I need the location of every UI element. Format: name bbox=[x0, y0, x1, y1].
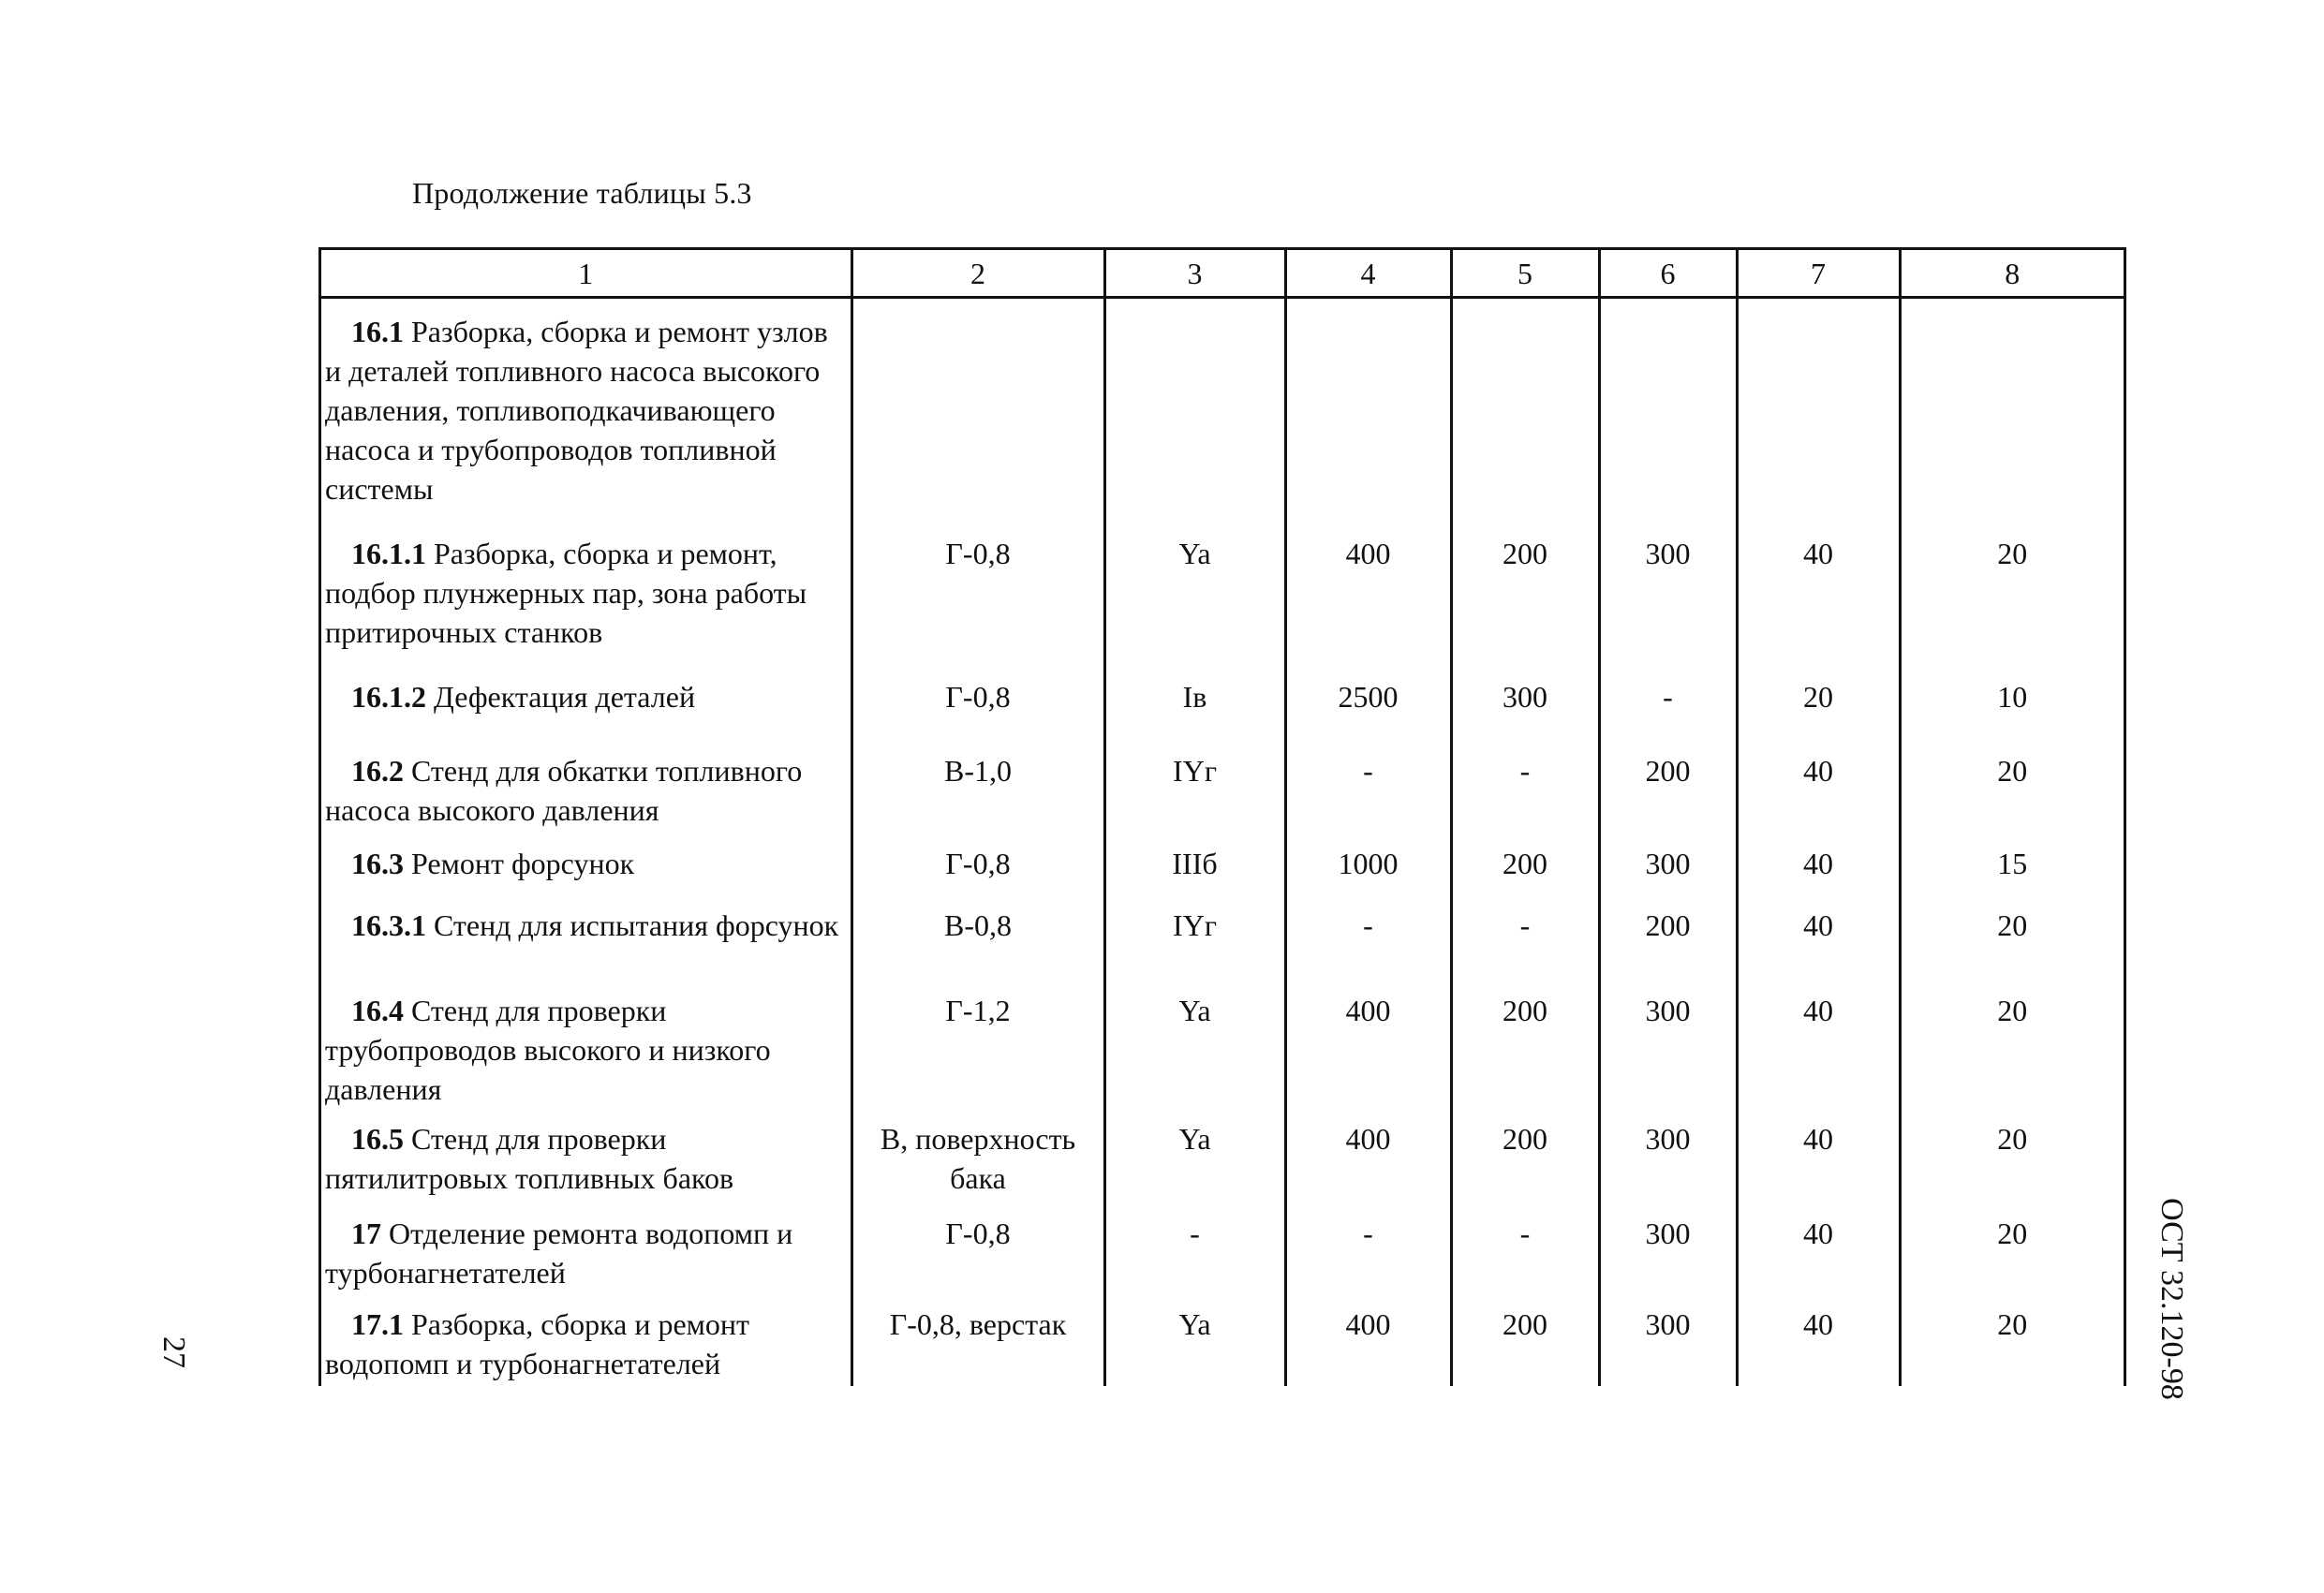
cell-col-2 bbox=[851, 734, 1104, 833]
cell-col-6 bbox=[1599, 1208, 1737, 1295]
row-name bbox=[325, 312, 845, 509]
cell-col-7 bbox=[1737, 658, 1900, 734]
row-number: 17 bbox=[351, 1216, 381, 1250]
row-name-cell bbox=[321, 297, 851, 515]
table-row bbox=[321, 1114, 2124, 1208]
row-number: 16.1.2 bbox=[351, 679, 426, 714]
cell-col-7 bbox=[1737, 896, 1900, 981]
cell-col-3 bbox=[1104, 1114, 1285, 1208]
column-header-6: 6 bbox=[1599, 250, 1737, 297]
row-description: Разборка, сборка и ремонт узлов и деталей топливного насоса высокого давления, топливоподкачивающего насоса и трубопроводов топливной системы bbox=[325, 314, 828, 506]
row-description: Дефектация деталей bbox=[434, 679, 696, 714]
cell-col-2 bbox=[851, 1295, 1104, 1386]
cell-col-5 bbox=[1451, 896, 1599, 981]
cell-value: 20 bbox=[1997, 994, 2028, 1028]
row-name bbox=[325, 751, 845, 830]
row-description: Стенд для проверки трубопроводов высокого и низкого давления bbox=[325, 994, 771, 1107]
cell-value: 40 bbox=[1803, 908, 1833, 943]
cell-value: - bbox=[1363, 753, 1373, 788]
row-number: 16.4 bbox=[351, 994, 404, 1028]
cell-col-2 bbox=[851, 896, 1104, 981]
row-description: Отделение ремонта водопомп и турбонагнетателей bbox=[325, 1216, 793, 1290]
cell-col-3 bbox=[1104, 981, 1285, 1114]
cell-value: Г-0,8 bbox=[945, 537, 1011, 570]
cell-col-3 bbox=[1104, 1295, 1285, 1386]
cell-value: 200 bbox=[1502, 537, 1547, 570]
cell-value: 1000 bbox=[1338, 846, 1399, 880]
row-number: 16.1 bbox=[351, 314, 404, 348]
cell-value: 200 bbox=[1645, 908, 1691, 943]
column-header-5: 5 bbox=[1451, 250, 1599, 297]
column-header-3: 3 bbox=[1104, 250, 1285, 297]
cell-value: 300 bbox=[1645, 1121, 1691, 1156]
cell-col-5 bbox=[1451, 734, 1599, 833]
cell-value: 20 bbox=[1997, 753, 2028, 788]
cell-col-5 bbox=[1451, 1114, 1599, 1208]
cell-value: 20 bbox=[1997, 1121, 2028, 1156]
row-name-cell bbox=[321, 515, 851, 658]
cell-col-5 bbox=[1451, 981, 1599, 1114]
cell-value: В-1,0 bbox=[944, 753, 1012, 788]
row-number: 16.5 bbox=[351, 1121, 404, 1156]
cell-col-7 bbox=[1737, 833, 1900, 896]
row-number: 16.1.1 bbox=[351, 537, 426, 570]
cell-value: Iв bbox=[1182, 679, 1207, 714]
cell-value: 20 bbox=[1997, 1216, 2028, 1250]
cell-col-2 bbox=[851, 297, 1104, 515]
cell-col-2 bbox=[851, 1114, 1104, 1208]
cell-col-6 bbox=[1599, 515, 1737, 658]
cell-col-7 bbox=[1737, 1208, 1900, 1295]
cell-col-5 bbox=[1451, 297, 1599, 515]
table-row bbox=[321, 833, 2124, 896]
cell-col-2 bbox=[851, 1208, 1104, 1295]
cell-value: 300 bbox=[1645, 994, 1691, 1028]
cell-value: 20 bbox=[1997, 537, 2028, 570]
cell-col-8 bbox=[1900, 833, 2124, 896]
cell-value: - bbox=[1519, 1216, 1531, 1250]
cell-col-6 bbox=[1599, 981, 1737, 1114]
cell-col-7 bbox=[1737, 1295, 1900, 1386]
cell-col-5 bbox=[1451, 1208, 1599, 1295]
cell-value: 400 bbox=[1345, 537, 1391, 570]
cell-col-4 bbox=[1285, 1114, 1451, 1208]
row-number: 16.2 bbox=[351, 753, 404, 788]
cell-value: 200 bbox=[1645, 753, 1691, 788]
cell-value: 300 bbox=[1645, 846, 1691, 880]
cell-value: 200 bbox=[1502, 1121, 1547, 1156]
cell-value: 20 bbox=[1997, 908, 2028, 943]
cell-value: 40 bbox=[1803, 994, 1833, 1028]
cell-col-8 bbox=[1900, 297, 2124, 515]
column-header-1: 1 bbox=[321, 250, 851, 297]
cell-value: Ya bbox=[1178, 994, 1211, 1028]
row-name bbox=[325, 906, 845, 945]
column-header-7: 7 bbox=[1737, 250, 1900, 297]
cell-col-6 bbox=[1599, 297, 1737, 515]
cell-col-8 bbox=[1900, 896, 2124, 981]
row-name-cell bbox=[321, 1295, 851, 1386]
cell-value: 40 bbox=[1803, 753, 1833, 788]
cell-value: Г-1,2 bbox=[945, 994, 1011, 1028]
cell-value: Г-0,8 bbox=[945, 679, 1011, 714]
row-name-cell bbox=[321, 833, 851, 896]
cell-col-3 bbox=[1104, 896, 1285, 981]
cell-col-5 bbox=[1451, 658, 1599, 734]
table-row bbox=[321, 515, 2124, 658]
cell-col-3 bbox=[1104, 734, 1285, 833]
cell-col-4 bbox=[1285, 1208, 1451, 1295]
row-number: 16.3.1 bbox=[351, 908, 426, 943]
table-caption: Продолжение таблицы 5.3 bbox=[412, 176, 752, 210]
table-row bbox=[321, 1208, 2124, 1295]
cell-value: 200 bbox=[1502, 1306, 1547, 1341]
cell-col-2 bbox=[851, 833, 1104, 896]
cell-value: - bbox=[1190, 1216, 1200, 1250]
cell-value: 40 bbox=[1803, 846, 1833, 880]
row-name-cell bbox=[321, 658, 851, 734]
cell-col-8 bbox=[1900, 658, 2124, 734]
cell-col-7 bbox=[1737, 515, 1900, 658]
cell-value: 400 bbox=[1345, 994, 1391, 1028]
cell-value: 10 bbox=[1997, 679, 2028, 714]
row-name bbox=[325, 1214, 845, 1292]
cell-col-2 bbox=[851, 981, 1104, 1114]
cell-value: 300 bbox=[1645, 537, 1691, 570]
cell-value: - bbox=[1363, 908, 1373, 943]
cell-value: 400 bbox=[1345, 1306, 1391, 1341]
cell-value: IYг bbox=[1173, 908, 1217, 943]
cell-col-7 bbox=[1737, 734, 1900, 833]
cell-col-6 bbox=[1599, 1295, 1737, 1386]
cell-col-3 bbox=[1104, 515, 1285, 658]
column-header-2: 2 bbox=[851, 250, 1104, 297]
cell-col-4 bbox=[1285, 896, 1451, 981]
cell-col-2 bbox=[851, 658, 1104, 734]
cell-value: - bbox=[1663, 679, 1673, 714]
cell-col-4 bbox=[1285, 734, 1451, 833]
table-row bbox=[321, 981, 2124, 1114]
row-name bbox=[325, 844, 845, 883]
cell-value: 300 bbox=[1645, 1216, 1691, 1250]
row-name bbox=[325, 1119, 845, 1198]
data-table bbox=[318, 247, 2126, 1386]
cell-value: Ya bbox=[1178, 1121, 1211, 1156]
row-name bbox=[325, 534, 845, 652]
cell-value: - bbox=[1519, 753, 1531, 788]
table-row bbox=[321, 896, 2124, 981]
table-row bbox=[321, 734, 2124, 833]
cell-col-4 bbox=[1285, 515, 1451, 658]
row-description: Разборка, сборка и ремонт водопомп и турбонагнетателей bbox=[325, 1306, 750, 1380]
cell-col-8 bbox=[1900, 515, 2124, 658]
cell-value: 200 bbox=[1502, 846, 1547, 880]
cell-value: IIIб bbox=[1172, 846, 1218, 880]
row-name-cell bbox=[321, 734, 851, 833]
cell-value: 300 bbox=[1645, 1306, 1691, 1341]
column-header-4: 4 bbox=[1285, 250, 1451, 297]
cell-value: 40 bbox=[1803, 1121, 1833, 1156]
cell-value: 15 bbox=[1997, 846, 2028, 880]
cell-value: - bbox=[1519, 908, 1531, 943]
cell-col-7 bbox=[1737, 297, 1900, 515]
cell-col-2 bbox=[851, 515, 1104, 658]
table-row bbox=[321, 1295, 2124, 1386]
cell-value: Ya bbox=[1178, 1306, 1211, 1341]
cell-col-4 bbox=[1285, 1295, 1451, 1386]
row-description: Разборка, сборка и ремонт, подбор плунжерных пар, зона работы притирочных станков bbox=[325, 537, 807, 649]
cell-col-8 bbox=[1900, 981, 2124, 1114]
row-name bbox=[325, 677, 845, 716]
cell-col-7 bbox=[1737, 1114, 1900, 1208]
cell-col-6 bbox=[1599, 1114, 1737, 1208]
cell-value: IYг bbox=[1173, 753, 1217, 788]
cell-col-5 bbox=[1451, 1295, 1599, 1386]
cell-col-7 bbox=[1737, 981, 1900, 1114]
cell-value: Г-0,8 bbox=[945, 846, 1011, 880]
column-header-8: 8 bbox=[1900, 250, 2124, 297]
row-name-cell bbox=[321, 981, 851, 1114]
cell-col-4 bbox=[1285, 297, 1451, 515]
cell-value: Ya bbox=[1178, 537, 1211, 570]
cell-col-8 bbox=[1900, 1208, 2124, 1295]
cell-col-5 bbox=[1451, 515, 1599, 658]
row-number: 17.1 bbox=[351, 1306, 404, 1341]
header-row bbox=[321, 250, 2124, 297]
cell-col-8 bbox=[1900, 1114, 2124, 1208]
cell-value: 40 bbox=[1803, 1306, 1833, 1341]
row-description: Ремонт форсунок bbox=[411, 846, 635, 880]
cell-value: Г-0,8 bbox=[945, 1216, 1011, 1250]
cell-value: 20 bbox=[1803, 679, 1833, 714]
row-name-cell bbox=[321, 896, 851, 981]
cell-col-4 bbox=[1285, 833, 1451, 896]
cell-value: 40 bbox=[1803, 1216, 1833, 1250]
row-name-cell bbox=[321, 1208, 851, 1295]
cell-col-4 bbox=[1285, 981, 1451, 1114]
cell-col-3 bbox=[1104, 1208, 1285, 1295]
row-number: 16.3 bbox=[351, 846, 404, 880]
cell-value: 2500 bbox=[1338, 679, 1399, 714]
cell-col-3 bbox=[1104, 833, 1285, 896]
table-row bbox=[321, 658, 2124, 734]
cell-col-6 bbox=[1599, 734, 1737, 833]
cell-col-6 bbox=[1599, 833, 1737, 896]
cell-col-3 bbox=[1104, 297, 1285, 515]
cell-value: В, поверхность бака bbox=[880, 1121, 1076, 1195]
table-row bbox=[321, 297, 2124, 515]
lighting-table bbox=[321, 250, 2124, 1386]
cell-value: - bbox=[1363, 1216, 1373, 1250]
cell-col-6 bbox=[1599, 896, 1737, 981]
document-code: ОСТ 32.120-98 bbox=[2154, 1198, 2189, 1400]
cell-value: 400 bbox=[1345, 1121, 1391, 1156]
cell-value: Г-0,8, верстак bbox=[889, 1306, 1067, 1341]
row-name bbox=[325, 1305, 845, 1383]
page-number: 27 bbox=[156, 1336, 191, 1368]
row-name-cell bbox=[321, 1114, 851, 1208]
cell-value: 40 bbox=[1803, 537, 1833, 570]
cell-col-5 bbox=[1451, 833, 1599, 896]
cell-value: В-0,8 bbox=[944, 908, 1012, 943]
cell-value: 300 bbox=[1502, 679, 1547, 714]
cell-col-4 bbox=[1285, 658, 1451, 734]
cell-col-6 bbox=[1599, 658, 1737, 734]
row-description: Стенд для обкатки топливного насоса высокого давления bbox=[325, 753, 803, 827]
cell-value: 20 bbox=[1997, 1306, 2028, 1341]
cell-col-8 bbox=[1900, 1295, 2124, 1386]
table-body bbox=[321, 297, 2124, 1386]
row-description: Стенд для проверки пятилитровых топливных баков bbox=[325, 1121, 734, 1195]
row-description: Стенд для испытания форсунок bbox=[434, 908, 839, 943]
row-name bbox=[325, 991, 845, 1109]
cell-value: 200 bbox=[1502, 994, 1547, 1028]
cell-col-8 bbox=[1900, 734, 2124, 833]
cell-col-3 bbox=[1104, 658, 1285, 734]
